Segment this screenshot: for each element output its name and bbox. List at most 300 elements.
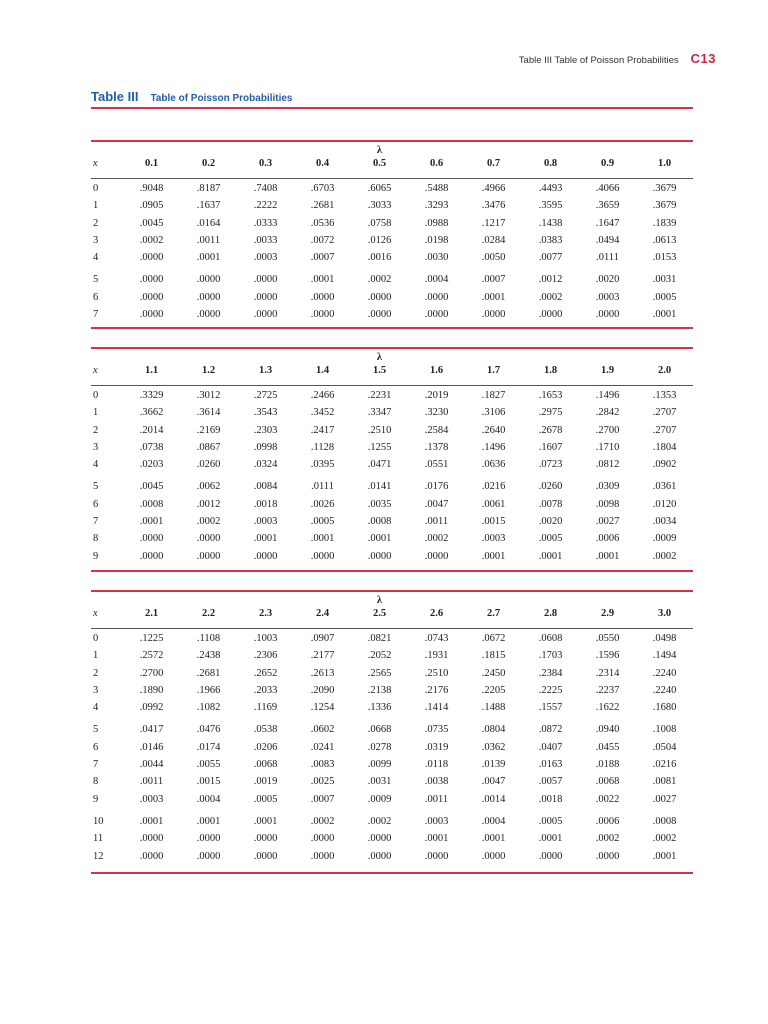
probability-cell: .0872 <box>538 724 563 736</box>
table-row <box>91 180 693 197</box>
probability-cell: .2019 <box>424 390 449 401</box>
probability-cell: .0821 <box>367 633 392 644</box>
probability-cell: .0176 <box>424 481 449 493</box>
probability-cell: .0000 <box>367 291 392 303</box>
probability-cell: .0057 <box>538 776 563 788</box>
x-value-cell: 9 <box>93 550 99 562</box>
probability-cell: .0498 <box>652 633 677 644</box>
lambda-value-header: 1.4 <box>315 365 330 376</box>
probability-cell: .0047 <box>481 776 506 788</box>
probability-cell: .4493 <box>538 183 563 194</box>
poisson-table-2 <box>91 351 693 565</box>
probability-cell: .0047 <box>424 498 449 510</box>
x-value-cell: 6 <box>93 741 99 753</box>
probability-cell: .1710 <box>595 441 620 453</box>
table-row <box>91 682 693 699</box>
probability-cell: .0000 <box>139 274 164 286</box>
probability-cell: .0000 <box>424 309 449 321</box>
table-row <box>91 647 693 664</box>
lambda-value-header: 2.9 <box>600 608 615 619</box>
x-column-header: x <box>93 365 98 376</box>
probability-cell: .0407 <box>538 741 563 753</box>
lambda-value-header: 1.1 <box>144 365 159 376</box>
lambda-value-header: 0.3 <box>258 158 273 169</box>
table-row <box>91 473 693 495</box>
lambda-header-row <box>91 157 693 173</box>
table-label: Table III <box>91 89 139 104</box>
lambda-value-header: 0.2 <box>201 158 216 169</box>
table-3-top-rule <box>91 590 693 592</box>
x-value-cell: 3 <box>93 234 99 246</box>
probability-cell: .4066 <box>595 183 620 194</box>
probability-cell: .0038 <box>424 776 449 788</box>
probability-cell: .0206 <box>253 741 278 753</box>
x-value-cell: 4 <box>93 702 99 714</box>
probability-cell: .2240 <box>652 667 677 679</box>
probability-cell: .2138 <box>367 684 392 696</box>
probability-cell: .2314 <box>595 667 620 679</box>
lambda-value-header: 2.7 <box>486 608 501 619</box>
probability-cell: .0319 <box>424 741 449 753</box>
probability-cell: .0062 <box>196 481 221 493</box>
probability-cell: .1378 <box>424 441 449 453</box>
lambda-value-header: 2.5 <box>372 608 387 619</box>
probability-cell: .1494 <box>652 650 677 662</box>
probability-cell: .0000 <box>139 533 164 545</box>
probability-cell: .0000 <box>367 850 392 862</box>
lambda-value-header: 0.7 <box>486 158 501 169</box>
probability-cell: .2681 <box>196 667 221 679</box>
probability-cell: .0260 <box>196 459 221 471</box>
probability-cell: .1496 <box>481 441 506 453</box>
probability-cell: .0011 <box>196 234 221 246</box>
probability-cell: .8187 <box>196 183 221 194</box>
probability-cell: .1438 <box>538 217 563 229</box>
probability-cell: .0000 <box>139 309 164 321</box>
probability-cell: .2975 <box>538 407 563 419</box>
probability-cell: .0278 <box>367 741 392 753</box>
probability-cell: .2237 <box>595 684 620 696</box>
x-value-cell: 4 <box>93 252 99 264</box>
probability-cell: .0008 <box>652 815 677 827</box>
probability-cell: .0000 <box>139 291 164 303</box>
probability-cell: .0905 <box>139 200 164 212</box>
page-number: C13 <box>690 51 716 66</box>
x-value-cell: 11 <box>93 833 104 845</box>
probability-cell: .3543 <box>253 407 278 419</box>
probability-cell: .0027 <box>595 516 620 528</box>
probability-cell: .0998 <box>253 441 278 453</box>
probability-cell: .2222 <box>253 200 278 212</box>
probability-cell: .0011 <box>139 776 164 788</box>
probability-cell: .0001 <box>538 550 563 562</box>
table-row <box>91 197 693 214</box>
poisson-table-3 <box>91 594 693 865</box>
probability-cell: .2177 <box>310 650 335 662</box>
lambda-value-header: 2.3 <box>258 608 273 619</box>
probability-cell: .0068 <box>595 776 620 788</box>
probability-cell: .0000 <box>253 274 278 286</box>
probability-cell: .2700 <box>139 667 164 679</box>
probability-cell: .0000 <box>595 850 620 862</box>
probability-cell: .0141 <box>367 481 392 493</box>
probability-cell: .1169 <box>253 702 278 714</box>
probability-cell: .3662 <box>139 407 164 419</box>
probability-cell: .2510 <box>424 667 449 679</box>
probability-cell: .4966 <box>481 183 506 194</box>
probability-cell: .1557 <box>538 702 563 714</box>
x-value-cell: 2 <box>93 667 99 679</box>
lambda-value-header: 2.2 <box>201 608 216 619</box>
probability-cell: .2240 <box>652 684 677 696</box>
probability-cell: .0083 <box>310 759 335 771</box>
probability-cell: .1225 <box>139 633 164 644</box>
probability-cell: .0001 <box>310 274 335 286</box>
probability-cell: .0001 <box>481 291 506 303</box>
probability-cell: .0361 <box>652 481 677 493</box>
probability-cell: .0003 <box>253 252 278 264</box>
probability-cell: .0001 <box>310 533 335 545</box>
probability-cell: .0018 <box>538 793 563 805</box>
probability-cell: .0000 <box>139 833 164 845</box>
probability-cell: .0000 <box>538 309 563 321</box>
probability-cell: .0000 <box>253 833 278 845</box>
probability-cell: .0003 <box>139 793 164 805</box>
probability-cell: .0000 <box>538 850 563 862</box>
probability-cell: .0504 <box>652 741 677 753</box>
probability-cell: .0738 <box>139 441 164 453</box>
probability-cell: .1647 <box>595 217 620 229</box>
table-3-bottom-rule <box>91 872 693 874</box>
probability-cell: .0000 <box>196 833 221 845</box>
probability-cell: .2033 <box>253 684 278 696</box>
probability-cell: .0031 <box>652 274 677 286</box>
x-value-cell: 5 <box>93 481 99 493</box>
table-row <box>91 439 693 456</box>
x-column-header: x <box>93 608 98 619</box>
probability-cell: .0030 <box>424 252 449 264</box>
x-value-cell: 9 <box>93 793 99 805</box>
lambda-value-header: 2.4 <box>315 608 330 619</box>
lambda-value-header: 1.2 <box>201 365 216 376</box>
table-row <box>91 739 693 756</box>
table-row <box>91 848 693 865</box>
probability-cell: .0000 <box>196 309 221 321</box>
probability-cell: .0001 <box>196 815 221 827</box>
x-value-cell: 0 <box>93 183 99 194</box>
probability-cell: .0015 <box>481 516 506 528</box>
probability-cell: .1254 <box>310 702 335 714</box>
probability-cell: .0026 <box>310 498 335 510</box>
probability-cell: .0260 <box>538 481 563 493</box>
probability-cell: .1653 <box>538 390 563 401</box>
table-row <box>91 716 693 738</box>
probability-cell: .1414 <box>424 702 449 714</box>
probability-cell: .0002 <box>652 833 677 845</box>
probability-cell: .0020 <box>538 516 563 528</box>
probability-cell: .0015 <box>196 776 221 788</box>
table-row <box>91 387 693 404</box>
lambda-value-header: 1.7 <box>486 365 501 376</box>
table-row <box>91 808 693 830</box>
probability-cell: .0022 <box>595 793 620 805</box>
probability-cell: .0362 <box>481 741 506 753</box>
x-value-cell: 5 <box>93 724 99 736</box>
probability-cell: .0012 <box>538 274 563 286</box>
probability-cell: .0992 <box>139 702 164 714</box>
lambda-header-row <box>91 607 693 623</box>
probability-cell: .1931 <box>424 650 449 662</box>
probability-cell: .0078 <box>538 498 563 510</box>
x-value-cell: 12 <box>93 850 104 862</box>
probability-cell: .0000 <box>253 550 278 562</box>
table-row <box>91 756 693 773</box>
probability-cell: .0061 <box>481 498 506 510</box>
probability-cell: .0111 <box>596 252 619 264</box>
probability-cell: .0146 <box>139 741 164 753</box>
x-column-header: x <box>93 158 98 169</box>
lambda-symbol: λ <box>376 145 383 156</box>
lambda-value-header: 1.0 <box>657 158 672 169</box>
x-value-cell: 0 <box>93 633 99 644</box>
poisson-table-1 <box>91 144 693 323</box>
table-row <box>91 513 693 530</box>
probability-cell: .1003 <box>253 633 278 644</box>
probability-cell: .0004 <box>481 815 506 827</box>
probability-cell: .1108 <box>196 633 221 644</box>
probability-cell: .0455 <box>595 741 620 753</box>
probability-cell: .1008 <box>652 724 677 736</box>
probability-cell: .2652 <box>253 667 278 679</box>
probability-cell: .0120 <box>652 498 677 510</box>
lambda-value-header: 0.6 <box>429 158 444 169</box>
probability-cell: .0735 <box>424 724 449 736</box>
x-value-cell: 4 <box>93 459 99 471</box>
probability-cell: .0216 <box>481 481 506 493</box>
probability-cell: .9048 <box>139 183 164 194</box>
probability-cell: .0002 <box>595 833 620 845</box>
probability-cell: .0000 <box>367 309 392 321</box>
probability-cell: .0018 <box>253 498 278 510</box>
probability-cell: .0009 <box>652 533 677 545</box>
lambda-value-header: 2.0 <box>657 365 672 376</box>
probability-cell: .0000 <box>139 252 164 264</box>
probability-cell: .1839 <box>652 217 677 229</box>
probability-cell: .2466 <box>310 390 335 401</box>
probability-cell: .2725 <box>253 390 278 401</box>
probability-cell: .1353 <box>652 390 677 401</box>
probability-cell: .0000 <box>196 850 221 862</box>
probability-cell: .0005 <box>310 516 335 528</box>
table-row <box>91 830 693 847</box>
probability-cell: .0006 <box>595 533 620 545</box>
probability-cell: .0006 <box>595 815 620 827</box>
probability-cell: .2303 <box>253 424 278 436</box>
probability-cell: .0072 <box>310 234 335 246</box>
probability-cell: .2700 <box>595 424 620 436</box>
x-value-cell: 3 <box>93 441 99 453</box>
probability-cell: .0551 <box>424 459 449 471</box>
probability-cell: .0743 <box>424 633 449 644</box>
probability-cell: .1128 <box>310 441 335 453</box>
probability-cell: .1607 <box>538 441 563 453</box>
probability-cell: .7408 <box>253 183 278 194</box>
table-row <box>91 548 693 565</box>
probability-cell: .0016 <box>367 252 392 264</box>
table-row <box>91 289 693 306</box>
probability-cell: .0000 <box>310 550 335 562</box>
probability-cell: .0002 <box>424 533 449 545</box>
probability-cell: .0417 <box>139 724 164 736</box>
probability-cell: .0000 <box>253 291 278 303</box>
probability-cell: .1255 <box>367 441 392 453</box>
probability-cell: .0025 <box>310 776 335 788</box>
probability-cell: .0241 <box>310 741 335 753</box>
probability-cell: .0001 <box>253 815 278 827</box>
probability-cell: .0000 <box>424 291 449 303</box>
probability-cell: .0000 <box>424 550 449 562</box>
table-row <box>91 791 693 808</box>
probability-cell: .0216 <box>652 759 677 771</box>
probability-cell: .0035 <box>367 498 392 510</box>
probability-cell: .2438 <box>196 650 221 662</box>
probability-cell: .0068 <box>253 759 278 771</box>
probability-cell: .0011 <box>424 793 449 805</box>
x-value-cell: 6 <box>93 498 99 510</box>
x-value-cell: 10 <box>93 815 104 827</box>
probability-cell: .0940 <box>595 724 620 736</box>
probability-cell: .2205 <box>481 684 506 696</box>
probability-cell: .0988 <box>424 217 449 229</box>
probability-cell: .2231 <box>367 390 392 401</box>
probability-cell: .0045 <box>139 481 164 493</box>
probability-cell: .2565 <box>367 667 392 679</box>
probability-cell: .2384 <box>538 667 563 679</box>
probability-cell: .0020 <box>595 274 620 286</box>
probability-cell: .6703 <box>310 183 335 194</box>
probability-cell: .0012 <box>196 498 221 510</box>
probability-cell: .0188 <box>595 759 620 771</box>
probability-cell: .0031 <box>367 776 392 788</box>
probability-cell: .0001 <box>139 815 164 827</box>
probability-cell: .0203 <box>139 459 164 471</box>
probability-cell: .0004 <box>424 274 449 286</box>
probability-cell: .0602 <box>310 724 335 736</box>
lambda-value-header: 2.6 <box>429 608 444 619</box>
table-2-bottom-rule <box>91 570 693 572</box>
lambda-value-header: 0.5 <box>372 158 387 169</box>
probability-cell: .0005 <box>253 793 278 805</box>
probability-cell: .1596 <box>595 650 620 662</box>
probability-cell: .0668 <box>367 724 392 736</box>
probability-cell: .3329 <box>139 390 164 401</box>
probability-cell: .1082 <box>196 702 221 714</box>
probability-cell: .0008 <box>367 516 392 528</box>
header-divider <box>91 623 693 630</box>
probability-cell: .0672 <box>481 633 506 644</box>
probability-cell: .2014 <box>139 424 164 436</box>
probability-cell: .2678 <box>538 424 563 436</box>
probability-cell: .0002 <box>196 516 221 528</box>
probability-cell: .2176 <box>424 684 449 696</box>
probability-cell: .0000 <box>367 550 392 562</box>
x-value-cell: 6 <box>93 291 99 303</box>
table-row <box>91 422 693 439</box>
probability-cell: .0395 <box>310 459 335 471</box>
probability-cell: .2707 <box>652 407 677 419</box>
probability-cell: .0111 <box>311 481 334 493</box>
probability-cell: .1890 <box>139 684 164 696</box>
probability-cell: .3595 <box>538 200 563 212</box>
probability-cell: .3293 <box>424 200 449 212</box>
probability-cell: .0309 <box>595 481 620 493</box>
x-value-cell: 7 <box>93 759 99 771</box>
probability-cell: .1966 <box>196 684 221 696</box>
probability-cell: .3033 <box>367 200 392 212</box>
lambda-value-header: 1.5 <box>372 365 387 376</box>
probability-cell: .0034 <box>652 516 677 528</box>
probability-cell: .0118 <box>424 759 449 771</box>
probability-cell: .0077 <box>538 252 563 264</box>
probability-cell: .0005 <box>538 815 563 827</box>
lambda-value-header: 1.3 <box>258 365 273 376</box>
probability-cell: .0000 <box>481 850 506 862</box>
probability-cell: .0003 <box>595 291 620 303</box>
x-value-cell: 1 <box>93 650 99 662</box>
table-row <box>91 306 693 323</box>
probability-cell: .0001 <box>481 833 506 845</box>
probability-cell: .0174 <box>196 741 221 753</box>
probability-cell: .2640 <box>481 424 506 436</box>
probability-cell: .0613 <box>652 234 677 246</box>
probability-cell: .0163 <box>538 759 563 771</box>
lambda-value-header: 0.8 <box>543 158 558 169</box>
probability-cell: .0055 <box>196 759 221 771</box>
lambda-value-header: 2.8 <box>543 608 558 619</box>
probability-cell: .0007 <box>481 274 506 286</box>
probability-cell: .0198 <box>424 234 449 246</box>
probability-cell: .1217 <box>481 217 506 229</box>
table-row <box>91 665 693 682</box>
lambda-row <box>91 351 693 364</box>
probability-cell: .3230 <box>424 407 449 419</box>
probability-cell: .2306 <box>253 650 278 662</box>
probability-cell: .1488 <box>481 702 506 714</box>
table-2-top-rule <box>91 347 693 349</box>
probability-cell: .0476 <box>196 724 221 736</box>
lambda-value-header: 0.4 <box>315 158 330 169</box>
probability-cell: .0007 <box>310 793 335 805</box>
x-value-cell: 2 <box>93 217 99 229</box>
lambda-row <box>91 594 693 607</box>
probability-cell: .1637 <box>196 200 221 212</box>
probability-cell: .3347 <box>367 407 392 419</box>
probability-cell: .0003 <box>481 533 506 545</box>
probability-cell: .0000 <box>481 309 506 321</box>
table-row <box>91 496 693 513</box>
x-value-cell: 5 <box>93 274 99 286</box>
table-row <box>91 773 693 790</box>
table-row <box>91 630 693 647</box>
probability-cell: .0758 <box>367 217 392 229</box>
probability-cell: .0001 <box>367 533 392 545</box>
table-title: Table of Poisson Probabilities <box>150 93 293 104</box>
probability-cell: .0001 <box>538 833 563 845</box>
table-row <box>91 456 693 473</box>
probability-cell: .0081 <box>652 776 677 788</box>
probability-cell: .2613 <box>310 667 335 679</box>
x-value-cell: 0 <box>93 390 99 401</box>
